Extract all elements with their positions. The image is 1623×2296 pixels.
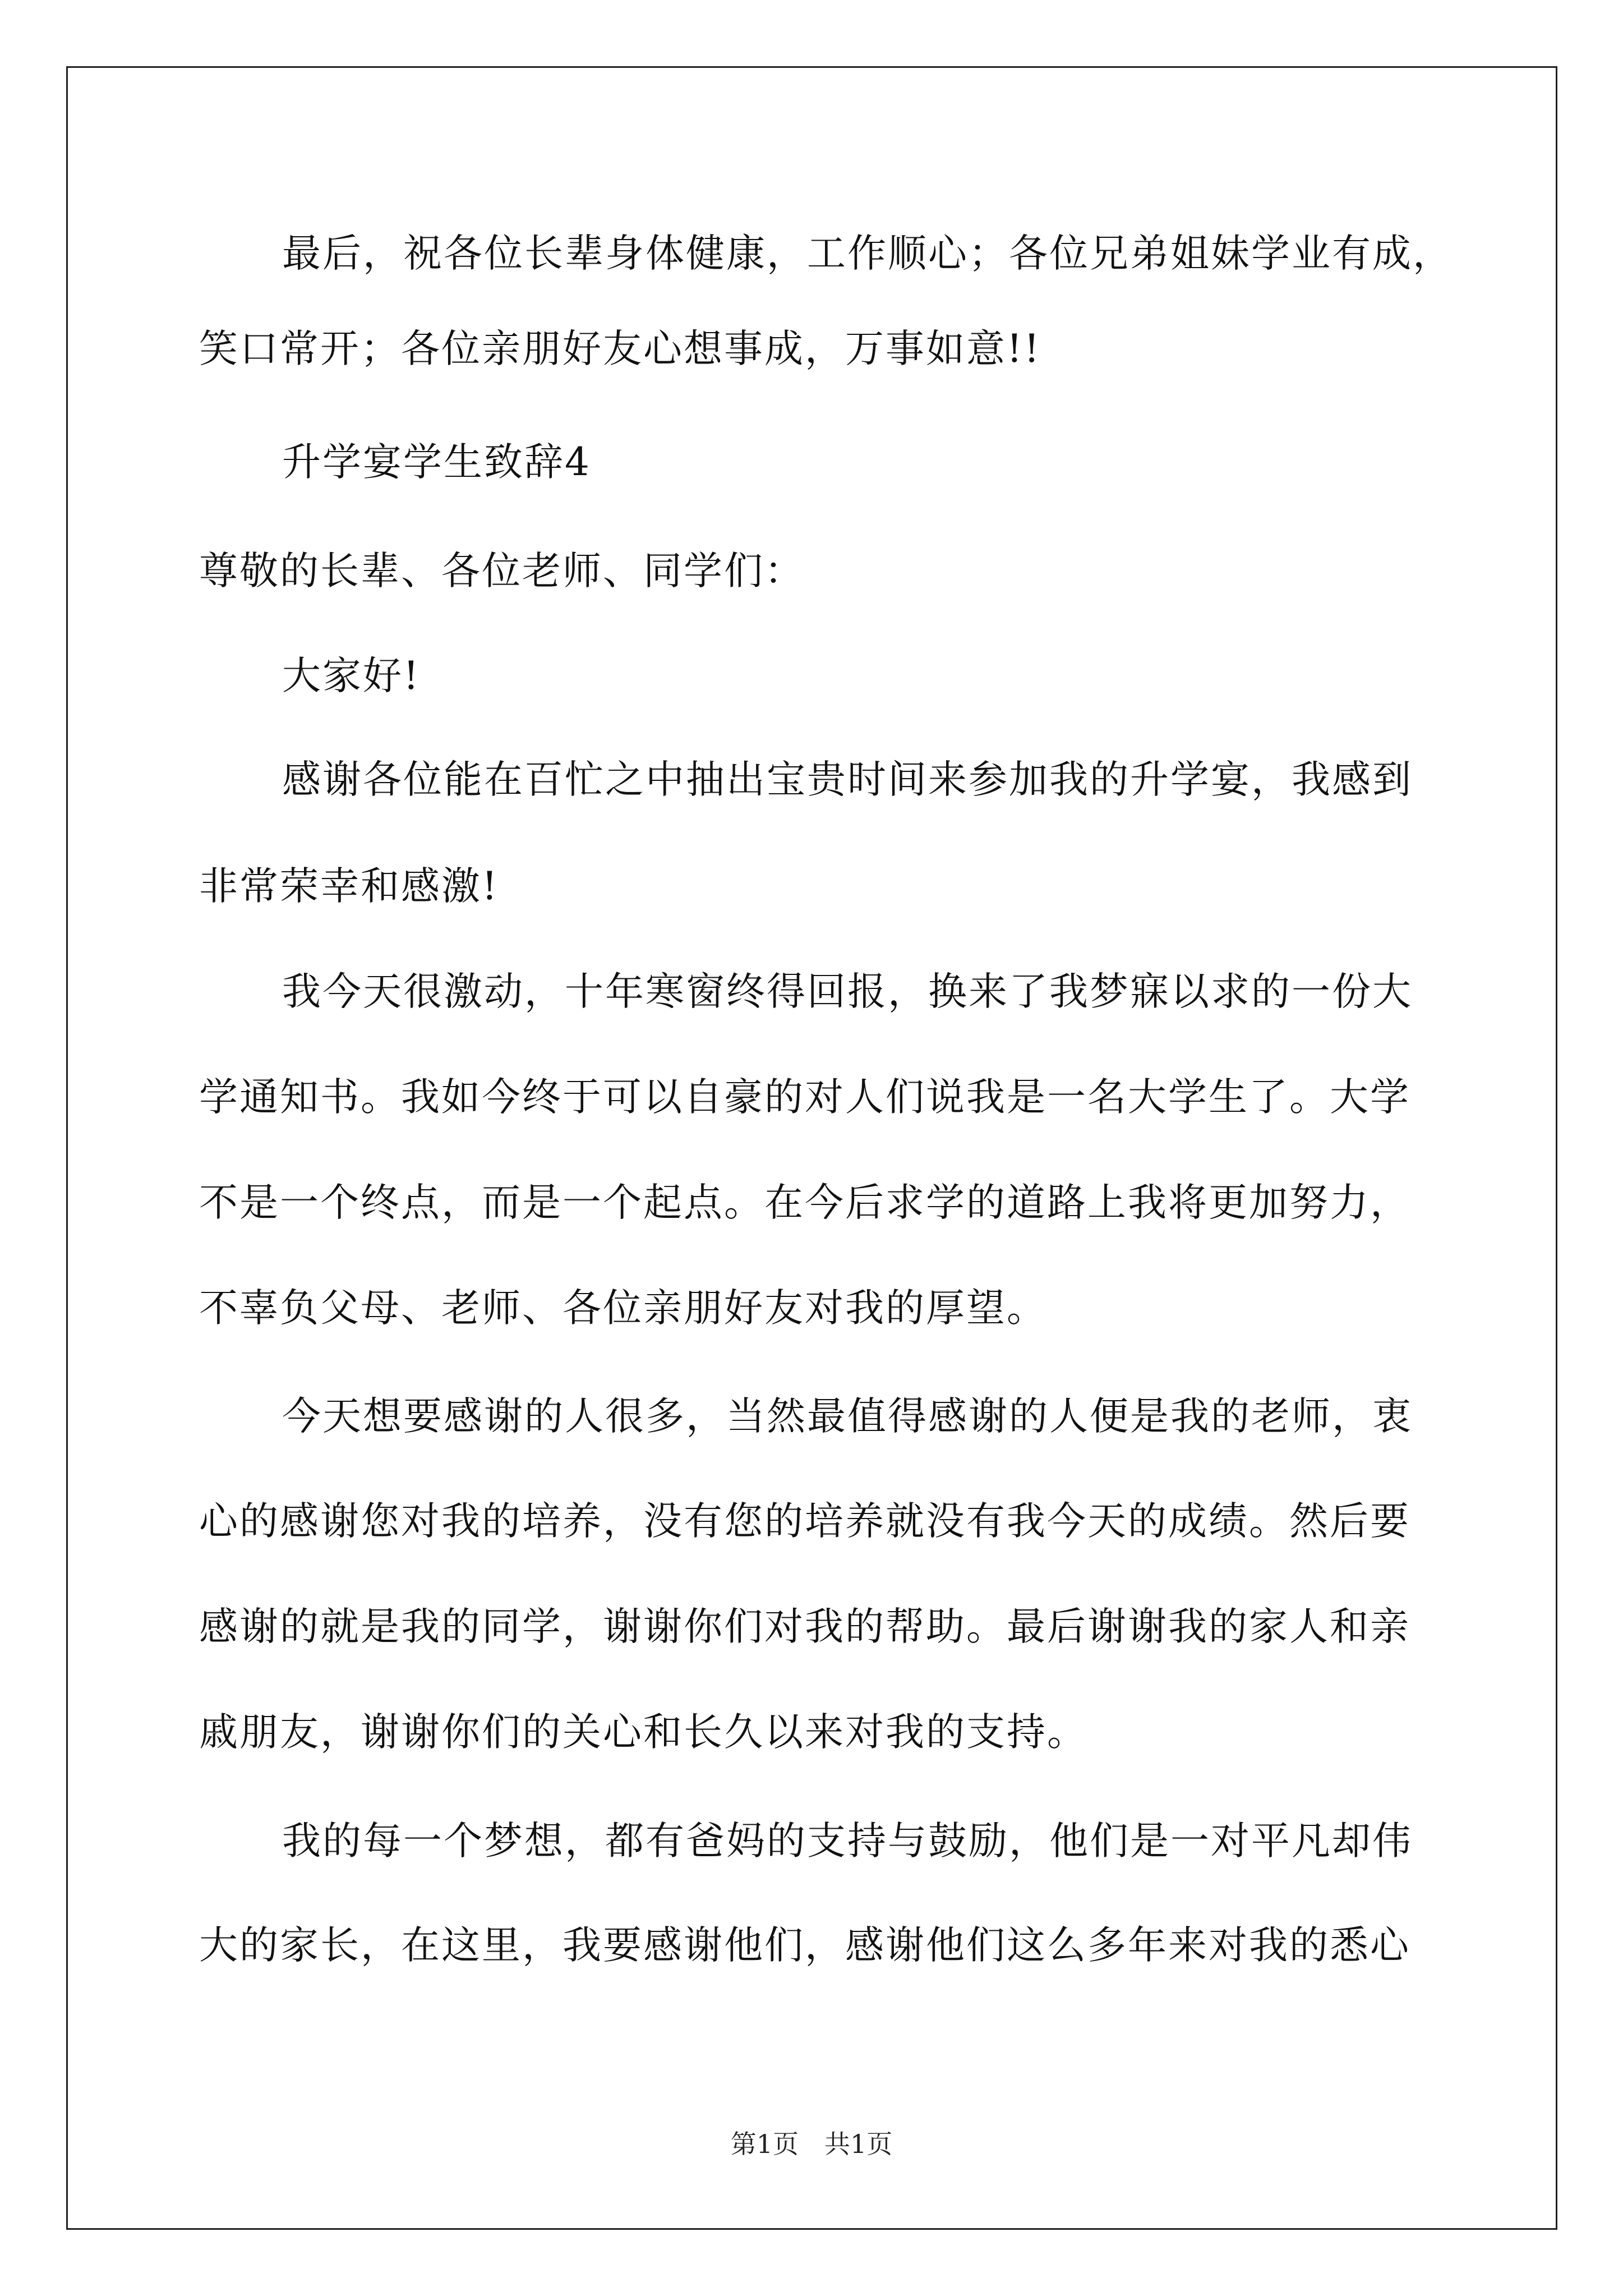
paragraph-line: 最后，祝各位长辈身体健康，工作顺心；各位兄弟姐妹学业有成， (282, 231, 1453, 276)
paragraph-line: 非常荣幸和感激! (199, 864, 499, 909)
paragraph-line: 感谢的就是我的同学，谢谢你们对我的帮助。最后谢谢我的家人和亲 (199, 1604, 1410, 1649)
paragraph-line: 学通知书。我如今终于可以自豪的对人们说我是一名大学生了。大学 (199, 1075, 1410, 1120)
paragraph-line: 感谢各位能在百忙之中抽出宝贵时间来参加我的升学宴，我感到 (282, 757, 1413, 802)
paragraph-line: 心的感谢您对我的培养，没有您的培养就没有我今天的成绩。然后要 (199, 1499, 1410, 1544)
paragraph-line: 不辜负父母、老师、各位亲朋好友对我的厚望。 (199, 1286, 1047, 1331)
page-number-footer: 第1页 共1页 (730, 2129, 893, 2159)
paragraph-line: 我的每一个梦想，都有爸妈的支持与鼓励，他们是一对平凡却伟 (282, 1819, 1413, 1864)
paragraph-line: 笑口常开；各位亲朋好友心想事成，万事如意!! (199, 326, 1041, 371)
section-heading: 升学宴学生致辞4 (282, 440, 591, 485)
paragraph-line: 戚朋友，谢谢你们的关心和长久以来对我的支持。 (199, 1710, 1087, 1755)
paragraph-line: 大的家长，在这里，我要感谢他们，感谢他们这么多年来对我的悉心 (199, 1923, 1410, 1968)
paragraph-line: 我今天很激动，十年寒窗终得回报，换来了我梦寐以求的一份大 (282, 969, 1413, 1014)
greeting: 大家好! (282, 654, 421, 698)
paragraph-line: 今天想要感谢的人很多，当然最值得感谢的人便是我的老师，衷 (282, 1394, 1413, 1439)
page-border (66, 66, 1557, 2230)
paragraph-line: 不是一个终点，而是一个起点。在今后求学的道路上我将更加努力， (199, 1180, 1410, 1225)
salutation: 尊敬的长辈、各位老师、同学们： (199, 549, 805, 593)
